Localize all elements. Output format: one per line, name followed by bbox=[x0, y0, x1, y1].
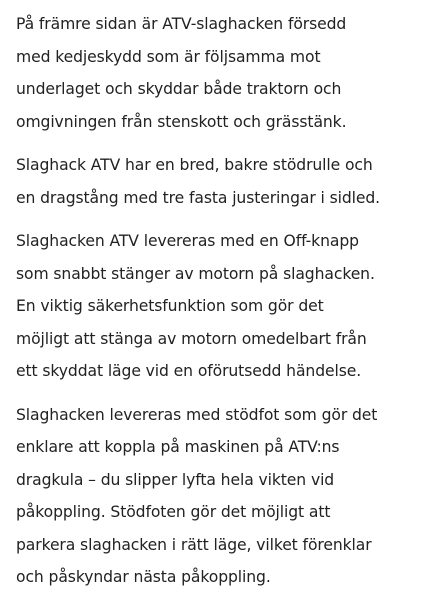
text-line: underlaget och skyddar både traktorn och bbox=[16, 80, 342, 98]
text-line: som snabbt stänger av motorn på slaghacken. bbox=[16, 264, 375, 283]
text-line: dragkula – du slipper lyfta hela vikten vid bbox=[16, 470, 335, 489]
text-line: parkera slaghacken i rätt läge, vilket förenklar bbox=[16, 535, 372, 554]
text-line: en dragstång med tre fasta justeringar i sidled. bbox=[16, 188, 381, 207]
text-line: omgivningen från stenskott och grässtänk. bbox=[16, 112, 347, 131]
text-line: med kedjeskydd som är följsamma mot bbox=[16, 47, 321, 66]
text-line: Slaghack ATV har en bred, bakre stödrulle och bbox=[16, 156, 373, 174]
text-line: ett skyddat läge vid en oförutsedd händelse. bbox=[16, 362, 362, 380]
text-line: Slaghacken ATV levereras med en Off-knapp bbox=[16, 232, 359, 250]
article-body bbox=[16, 8, 436, 605]
paragraph-rear-roller bbox=[16, 149, 436, 214]
text-line: enklare att koppla på maskinen på ATV:ns bbox=[16, 438, 340, 456]
text-line: och påskyndar nästa påkoppling. bbox=[16, 568, 271, 586]
paragraph-chain-guard bbox=[16, 8, 436, 138]
text-line: En viktig säkerhetsfunktion som gör det bbox=[16, 297, 324, 315]
text-line: På främre sidan är ATV-slaghacken försedd bbox=[16, 15, 347, 33]
text-line: möjligt att stänga av motorn omedelbart från bbox=[16, 329, 367, 348]
text-line: påkoppling. Stödfoten gör det möjligt att bbox=[16, 503, 331, 521]
text-line: Slaghacken levereras med stödfot som gör det bbox=[16, 405, 378, 424]
paragraph-off-button bbox=[16, 225, 436, 388]
paragraph-support-foot bbox=[16, 399, 436, 594]
